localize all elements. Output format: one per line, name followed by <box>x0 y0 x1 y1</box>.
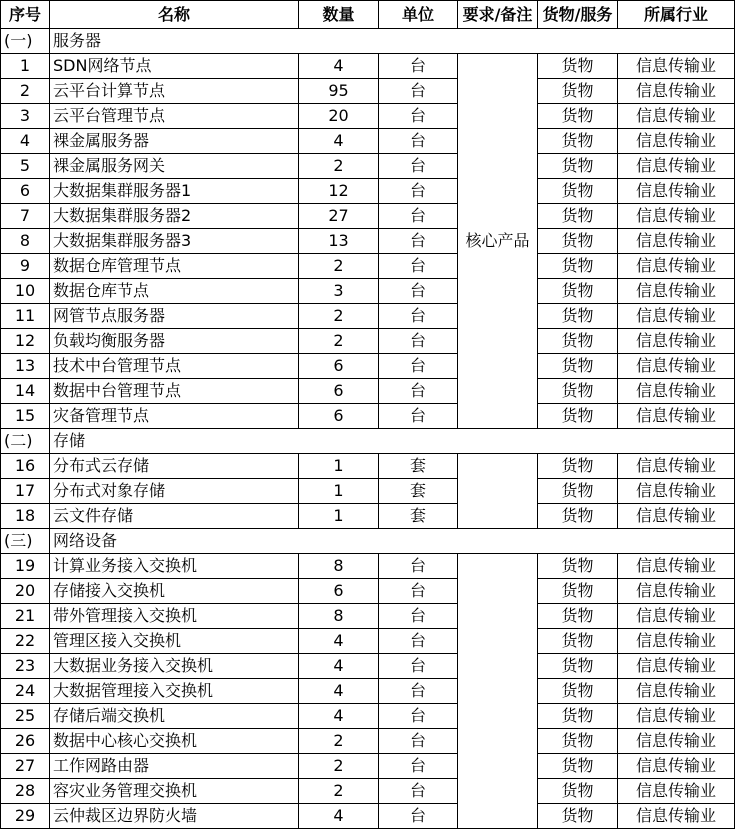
cell-unit: 台 <box>379 404 458 429</box>
cell-type: 货物 <box>538 154 618 179</box>
cell-industry: 信息传输业 <box>618 604 735 629</box>
cell-qty: 8 <box>299 604 379 629</box>
cell-qty: 27 <box>299 204 379 229</box>
table-body <box>1 29 735 829</box>
cell-industry: 信息传输业 <box>618 79 735 104</box>
cell-industry: 信息传输业 <box>618 179 735 204</box>
table-row <box>1 679 735 704</box>
cell-type: 货物 <box>538 629 618 654</box>
cell-industry: 信息传输业 <box>618 329 735 354</box>
cell-seq: 10 <box>1 279 50 304</box>
cell-type: 货物 <box>538 729 618 754</box>
cell-unit: 台 <box>379 254 458 279</box>
cell-type: 货物 <box>538 504 618 529</box>
cell-seq: 6 <box>1 179 50 204</box>
table-row <box>1 54 735 79</box>
cell-unit: 台 <box>379 79 458 104</box>
cell-seq: 24 <box>1 679 50 704</box>
table-row <box>1 579 735 604</box>
cell-seq: 7 <box>1 204 50 229</box>
cell-industry: 信息传输业 <box>618 354 735 379</box>
cell-qty: 4 <box>299 629 379 654</box>
cell-name: 分布式对象存储 <box>50 479 299 504</box>
cell-unit: 台 <box>379 179 458 204</box>
table-row <box>1 554 735 579</box>
cell-type: 货物 <box>538 679 618 704</box>
cell-type: 货物 <box>538 104 618 129</box>
cell-seq: 5 <box>1 154 50 179</box>
cell-industry: 信息传输业 <box>618 504 735 529</box>
cell-name: 数据仓库管理节点 <box>50 254 299 279</box>
cell-name: 云仲裁区边界防火墙 <box>50 804 299 829</box>
cell-name: 云平台计算节点 <box>50 79 299 104</box>
cell-remark: 核心产品 <box>458 54 538 429</box>
cell-qty: 4 <box>299 679 379 704</box>
cell-industry: 信息传输业 <box>618 154 735 179</box>
cell-type: 货物 <box>538 479 618 504</box>
cell-industry: 信息传输业 <box>618 54 735 79</box>
table-row <box>1 779 735 804</box>
table-row <box>1 279 735 304</box>
cell-industry: 信息传输业 <box>618 304 735 329</box>
table-row <box>1 129 735 154</box>
cell-seq: 9 <box>1 254 50 279</box>
cell-type: 货物 <box>538 54 618 79</box>
cell-qty: 2 <box>299 779 379 804</box>
cell-type: 货物 <box>538 354 618 379</box>
cell-type: 货物 <box>538 704 618 729</box>
cell-unit: 台 <box>379 554 458 579</box>
cell-name: 技术中台管理节点 <box>50 354 299 379</box>
cell-seq: 1 <box>1 54 50 79</box>
cell-qty: 6 <box>299 354 379 379</box>
table-row <box>1 254 735 279</box>
cell-name: 数据中台管理节点 <box>50 379 299 404</box>
cell-industry: 信息传输业 <box>618 654 735 679</box>
cell-seq: 21 <box>1 604 50 629</box>
table-row <box>1 754 735 779</box>
cell-seq: 27 <box>1 754 50 779</box>
cell-unit: 台 <box>379 804 458 829</box>
cell-seq: 28 <box>1 779 50 804</box>
cell-seq: 3 <box>1 104 50 129</box>
cell-name: 计算业务接入交换机 <box>50 554 299 579</box>
section-label: (三) <box>1 529 50 554</box>
table-row <box>1 804 735 829</box>
cell-industry: 信息传输业 <box>618 229 735 254</box>
cell-seq: 12 <box>1 329 50 354</box>
cell-remark <box>458 454 538 529</box>
table-row <box>1 604 735 629</box>
cell-industry: 信息传输业 <box>618 129 735 154</box>
cell-industry: 信息传输业 <box>618 104 735 129</box>
cell-seq: 13 <box>1 354 50 379</box>
cell-qty: 4 <box>299 654 379 679</box>
table-row <box>1 629 735 654</box>
cell-type: 货物 <box>538 329 618 354</box>
cell-qty: 1 <box>299 479 379 504</box>
cell-qty: 2 <box>299 329 379 354</box>
cell-qty: 2 <box>299 254 379 279</box>
cell-qty: 6 <box>299 404 379 429</box>
cell-industry: 信息传输业 <box>618 804 735 829</box>
cell-name: 网管节点服务器 <box>50 304 299 329</box>
cell-industry: 信息传输业 <box>618 479 735 504</box>
cell-unit: 台 <box>379 379 458 404</box>
cell-seq: 14 <box>1 379 50 404</box>
section-title: 存储 <box>50 429 735 454</box>
cell-type: 货物 <box>538 654 618 679</box>
cell-unit: 台 <box>379 129 458 154</box>
cell-type: 货物 <box>538 129 618 154</box>
header-row <box>1 1 735 29</box>
cell-qty: 4 <box>299 804 379 829</box>
cell-name: 裸金属服务器 <box>50 129 299 154</box>
table-row <box>1 404 735 429</box>
cell-industry: 信息传输业 <box>618 779 735 804</box>
table-row <box>1 654 735 679</box>
table-row <box>1 329 735 354</box>
header-seq: 序号 <box>1 1 50 29</box>
cell-name: 管理区接入交换机 <box>50 629 299 654</box>
cell-unit: 台 <box>379 579 458 604</box>
table-row <box>1 704 735 729</box>
cell-unit: 台 <box>379 54 458 79</box>
section-label: (二) <box>1 429 50 454</box>
cell-name: 存储后端交换机 <box>50 704 299 729</box>
cell-industry: 信息传输业 <box>618 579 735 604</box>
header-unit: 单位 <box>379 1 458 29</box>
cell-name: SDN网络节点 <box>50 54 299 79</box>
section-title: 服务器 <box>50 29 735 54</box>
section-title: 网络设备 <box>50 529 735 554</box>
cell-type: 货物 <box>538 779 618 804</box>
cell-qty: 4 <box>299 704 379 729</box>
table-row <box>1 354 735 379</box>
cell-industry: 信息传输业 <box>618 204 735 229</box>
cell-name: 裸金属服务网关 <box>50 154 299 179</box>
cell-name: 容灾业务管理交换机 <box>50 779 299 804</box>
cell-type: 货物 <box>538 279 618 304</box>
cell-unit: 台 <box>379 304 458 329</box>
cell-name: 负载均衡服务器 <box>50 329 299 354</box>
cell-industry: 信息传输业 <box>618 704 735 729</box>
table-row <box>1 179 735 204</box>
table-row <box>1 454 735 479</box>
cell-name: 工作网路由器 <box>50 754 299 779</box>
cell-seq: 20 <box>1 579 50 604</box>
cell-type: 货物 <box>538 554 618 579</box>
cell-unit: 台 <box>379 629 458 654</box>
cell-qty: 2 <box>299 154 379 179</box>
cell-industry: 信息传输业 <box>618 279 735 304</box>
table-row <box>1 479 735 504</box>
cell-industry: 信息传输业 <box>618 754 735 779</box>
cell-name: 数据仓库节点 <box>50 279 299 304</box>
cell-unit: 套 <box>379 504 458 529</box>
header-qty: 数量 <box>299 1 379 29</box>
cell-qty: 12 <box>299 179 379 204</box>
cell-unit: 台 <box>379 229 458 254</box>
cell-unit: 台 <box>379 329 458 354</box>
cell-qty: 2 <box>299 729 379 754</box>
cell-name: 分布式云存储 <box>50 454 299 479</box>
cell-qty: 4 <box>299 129 379 154</box>
cell-qty: 3 <box>299 279 379 304</box>
cell-unit: 台 <box>379 754 458 779</box>
cell-industry: 信息传输业 <box>618 404 735 429</box>
cell-qty: 20 <box>299 104 379 129</box>
cell-unit: 台 <box>379 779 458 804</box>
cell-name: 大数据集群服务器1 <box>50 179 299 204</box>
cell-seq: 25 <box>1 704 50 729</box>
cell-unit: 台 <box>379 154 458 179</box>
cell-name: 云文件存储 <box>50 504 299 529</box>
header-industry: 所属行业 <box>618 1 735 29</box>
cell-type: 货物 <box>538 804 618 829</box>
cell-industry: 信息传输业 <box>618 729 735 754</box>
cell-type: 货物 <box>538 204 618 229</box>
cell-industry: 信息传输业 <box>618 679 735 704</box>
cell-type: 货物 <box>538 454 618 479</box>
cell-seq: 26 <box>1 729 50 754</box>
cell-unit: 台 <box>379 729 458 754</box>
table-row <box>1 379 735 404</box>
cell-seq: 2 <box>1 79 50 104</box>
cell-unit: 台 <box>379 104 458 129</box>
cell-seq: 16 <box>1 454 50 479</box>
cell-industry: 信息传输业 <box>618 254 735 279</box>
cell-industry: 信息传输业 <box>618 454 735 479</box>
cell-qty: 2 <box>299 304 379 329</box>
cell-type: 货物 <box>538 254 618 279</box>
cell-unit: 台 <box>379 654 458 679</box>
cell-seq: 22 <box>1 629 50 654</box>
cell-seq: 4 <box>1 129 50 154</box>
cell-name: 大数据管理接入交换机 <box>50 679 299 704</box>
header-type: 货物/服务 <box>538 1 618 29</box>
cell-qty: 6 <box>299 579 379 604</box>
cell-seq: 15 <box>1 404 50 429</box>
cell-unit: 套 <box>379 479 458 504</box>
table-row <box>1 729 735 754</box>
section-row <box>1 29 735 54</box>
cell-type: 货物 <box>538 229 618 254</box>
cell-industry: 信息传输业 <box>618 379 735 404</box>
section-row <box>1 529 735 554</box>
cell-name: 大数据业务接入交换机 <box>50 654 299 679</box>
cell-type: 货物 <box>538 404 618 429</box>
cell-qty: 1 <box>299 454 379 479</box>
table-row <box>1 154 735 179</box>
cell-qty: 13 <box>299 229 379 254</box>
cell-remark <box>458 554 538 829</box>
section-row <box>1 429 735 454</box>
cell-type: 货物 <box>538 754 618 779</box>
cell-seq: 23 <box>1 654 50 679</box>
cell-seq: 19 <box>1 554 50 579</box>
cell-unit: 台 <box>379 204 458 229</box>
table-row <box>1 79 735 104</box>
cell-name: 存储接入交换机 <box>50 579 299 604</box>
cell-industry: 信息传输业 <box>618 629 735 654</box>
cell-qty: 2 <box>299 754 379 779</box>
cell-qty: 6 <box>299 379 379 404</box>
table-row <box>1 104 735 129</box>
cell-unit: 台 <box>379 279 458 304</box>
cell-qty: 8 <box>299 554 379 579</box>
cell-seq: 18 <box>1 504 50 529</box>
cell-type: 货物 <box>538 179 618 204</box>
cell-type: 货物 <box>538 604 618 629</box>
section-label: (一) <box>1 29 50 54</box>
cell-qty: 95 <box>299 79 379 104</box>
header-name: 名称 <box>50 1 299 29</box>
table-row <box>1 304 735 329</box>
cell-seq: 29 <box>1 804 50 829</box>
cell-unit: 套 <box>379 454 458 479</box>
table-row <box>1 204 735 229</box>
cell-seq: 11 <box>1 304 50 329</box>
cell-name: 云平台管理节点 <box>50 104 299 129</box>
cell-type: 货物 <box>538 579 618 604</box>
cell-name: 大数据集群服务器2 <box>50 204 299 229</box>
cell-type: 货物 <box>538 304 618 329</box>
cell-unit: 台 <box>379 604 458 629</box>
cell-name: 灾备管理节点 <box>50 404 299 429</box>
table-row <box>1 229 735 254</box>
cell-unit: 台 <box>379 354 458 379</box>
cell-unit: 台 <box>379 704 458 729</box>
cell-name: 带外管理接入交换机 <box>50 604 299 629</box>
cell-industry: 信息传输业 <box>618 554 735 579</box>
cell-seq: 17 <box>1 479 50 504</box>
cell-qty: 1 <box>299 504 379 529</box>
cell-name: 大数据集群服务器3 <box>50 229 299 254</box>
cell-type: 货物 <box>538 379 618 404</box>
cell-seq: 8 <box>1 229 50 254</box>
cell-type: 货物 <box>538 79 618 104</box>
cell-unit: 台 <box>379 679 458 704</box>
header-remark: 要求/备注 <box>458 1 538 29</box>
cell-name: 数据中心核心交换机 <box>50 729 299 754</box>
cell-qty: 4 <box>299 54 379 79</box>
table-row <box>1 504 735 529</box>
